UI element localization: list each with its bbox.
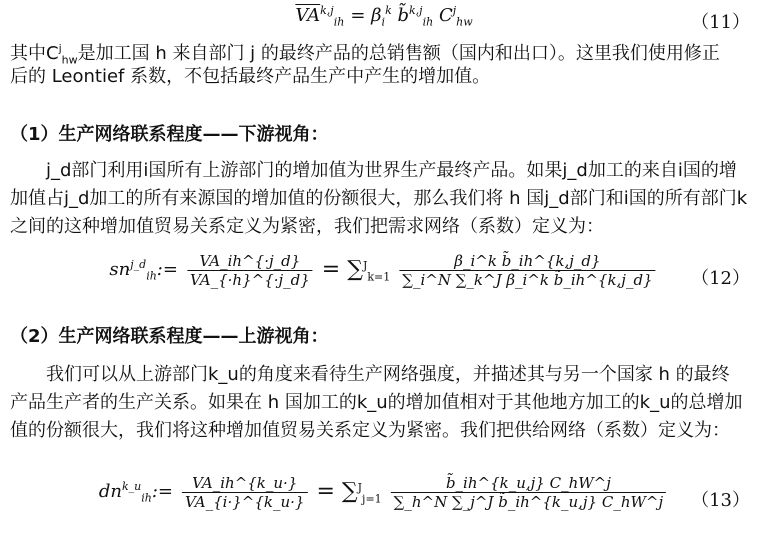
equation-13	[0, 468, 768, 528]
paragraph-2-line-3: 之间的这种增加值贸易关系定义为紧密，我们把需求网络（系数）定义为：	[10, 216, 604, 237]
section-heading-1: （1）生产网络联系程度——下游视角：	[10, 124, 329, 145]
eq13-lhs: $dn^{k\_u}_{ih}:=$	[98, 480, 173, 505]
eq12-fraction-2: $\frac{\text{β\_i\textasciicircum{}k b̃\_ih\textasciicircum{}\{k,j\_d\}}}{\text{∑\_i\textasciicircum{}N ∑\_k\textasciicircum{}J β\_i\textasciicircum{}k b̃\_ih\textasciicircum{}\{k,j\_d\}}}$	[399, 252, 655, 289]
eq12-lhs: $sn^{j\_d}_{ih}:=$	[109, 258, 178, 283]
paragraph-3-line-3: 值的份额很大，我们将这种增加值贸易关系定义为紧密。我们把供给网络（系数）定义为：	[10, 420, 730, 441]
equation-12	[0, 246, 768, 306]
paragraph-2-line-2: 加值占j_d加工的所有来源国的增加值的份额很大，那么我们将 h 国j_d部门和i国的所有部门k	[10, 188, 748, 209]
paragraph-2-line-1: j_d部门利用i国所有上游部门的增加值为世界生产最终产品。如果j_d加工的来自i国的增	[46, 160, 737, 181]
eq13-fraction-1: $\frac{VA\_ih\^{}\{k\_u\cdot\}}{VA\_\{i\cdot\}\^{}\{k\_u\cdot\}}$	[182, 474, 307, 511]
paragraph-1-line-2: 后的 Leontief 系数，不包括最终产品生产中产生的增加值。	[10, 66, 491, 87]
equation-number-13: （13）	[691, 490, 750, 511]
eq12-fraction-1: $\frac{VA\_ih\^{}\{\cdot j\_d\}}{VA\_\{\cdot h\}\^{}\{\cdot j\_d\}}$	[187, 252, 313, 289]
eq12-sum: = ∑$^J_{k=1}$	[321, 257, 391, 284]
equation-number-12: （12）	[691, 268, 750, 289]
paragraph-1-line-1: 其中$C^j_{hw}$是加工国 h 来自部门 j 的最终产品的总销售额（国内和出口）。这里我们使用修正	[10, 42, 720, 67]
equation-number-11: （11）	[691, 12, 750, 33]
section-heading-2: （2）生产网络联系程度——上游视角：	[10, 326, 329, 347]
eq13-sum: = ∑$^J_{j=1}$	[316, 479, 382, 506]
paragraph-3-line-1: 我们可以从上游部门k_u的角度来看待生产网络强度，并描述其与另一个国家 h 的最终	[46, 364, 730, 385]
eq13-fraction-2: $\frac{b̃\_ih\^{}\{k\_u,j\} C\_hW\^{}j}{\text{∑\_h\textasciicircum{}N ∑\_j\textasciicircum{}J b̃\_ih\textasciicircum{}\{k\_u,j\} C\_hW\textasciicircum{}j}}$	[391, 474, 666, 511]
eq11-lhs: $\overline{VA}^{k,j}_{ih}$	[295, 4, 345, 29]
eq11-rhs: = $\beta_i^k$ b̃$^{k,j}_{ih}$ $C^j_{hw}$	[350, 4, 473, 29]
equation-11	[0, 2, 768, 32]
paragraph-3-line-2: 产品生产者的生产关系。如果在 h 国加工的k_u的增加值相对于其他地方加工的k_u的总增加	[10, 392, 743, 413]
